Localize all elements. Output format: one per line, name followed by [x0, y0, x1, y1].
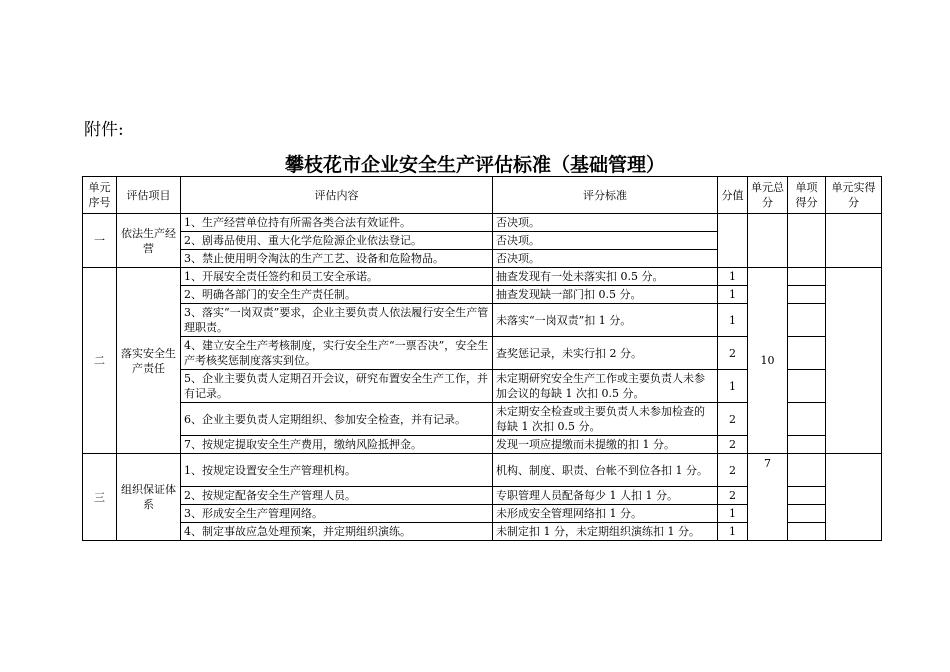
item-score-cell	[788, 370, 826, 403]
row-score: 1	[718, 304, 748, 337]
row-content: 3、禁止使用明令淘汰的生产工艺、设备和危险物品。	[181, 250, 493, 268]
row-criteria: 专职管理人员配备每少 1 人扣 1 分。	[493, 487, 718, 505]
row-criteria: 查奖惩记录，未实行扣 2 分。	[493, 337, 718, 370]
row-criteria: 未落实“一岗双责”扣 1 分。	[493, 304, 718, 337]
row-score	[718, 214, 748, 268]
assessment-table	[82, 176, 882, 541]
row-criteria: 否决项。	[493, 232, 718, 250]
row-content: 4、制定事故应急处理预案，并定期组织演练。	[181, 523, 493, 541]
table-body	[83, 177, 882, 541]
row-score: 1	[718, 268, 748, 286]
table-row	[83, 268, 882, 286]
row-score: 2	[718, 403, 748, 436]
header-item: 评估项目	[117, 177, 181, 214]
table-row	[83, 454, 882, 487]
item-score-cell	[788, 523, 826, 541]
item-score-cell	[788, 403, 826, 436]
item-score-cell	[788, 286, 826, 304]
row-content: 5、企业主要负责人定期召开会议，研究布置安全生产工作，并有记录。	[181, 370, 493, 403]
row-content: 4、建立安全生产考核制度，实行安全生产“一票否决”，安全生产考核奖惩制度落实到位。	[181, 337, 493, 370]
section-item: 落实安全生产责任	[117, 268, 181, 454]
row-criteria: 抽查发现缺一部门扣 0.5 分。	[493, 286, 718, 304]
header-score: 分值	[718, 177, 748, 214]
row-criteria: 未形成安全管理网络扣 1 分。	[493, 505, 718, 523]
row-criteria: 发现一项应提缴而未提缴的扣 1 分。	[493, 436, 718, 454]
item-score-cell	[788, 214, 826, 268]
item-score-cell	[788, 304, 826, 337]
row-score: 1	[718, 286, 748, 304]
header-unit-total: 单元总分	[748, 177, 788, 214]
header-content: 评估内容	[181, 177, 493, 214]
row-score: 2	[718, 487, 748, 505]
row-content: 2、剧毒品使用、重大化学危险源企业依法登记。	[181, 232, 493, 250]
row-content: 3、形成安全生产管理网络。	[181, 505, 493, 523]
item-score-cell	[788, 268, 826, 286]
item-score-cell	[788, 505, 826, 523]
item-score-cell	[788, 337, 826, 370]
row-criteria: 抽查发现有一处未落实扣 0.5 分。	[493, 268, 718, 286]
row-criteria: 机构、制度、职责、台帐不到位各扣 1 分。	[493, 454, 718, 487]
row-score: 1	[718, 370, 748, 403]
row-content: 1、按规定设置安全生产管理机构。	[181, 454, 493, 487]
row-score: 1	[718, 523, 748, 541]
item-score-cell	[788, 487, 826, 505]
section-total: 10	[748, 268, 788, 454]
section-total: 7	[748, 454, 788, 541]
section-total	[748, 214, 788, 268]
row-content: 1、开展安全责任签约和员工安全承诺。	[181, 268, 493, 286]
header-unit-no: 单元序号	[83, 177, 117, 214]
section-number: 一	[83, 214, 117, 268]
row-content: 2、明确各部门的安全生产责任制。	[181, 286, 493, 304]
section-item: 依法生产经营	[117, 214, 181, 268]
unit-actual-cell	[826, 268, 882, 454]
attachment-label: 附件:	[84, 120, 124, 140]
row-criteria: 未定期安全检查或主要负责人未参加检查的每缺 1 次扣 0.5 分。	[493, 403, 718, 436]
row-content: 6、企业主要负责人定期组织、参加安全检查，并有记录。	[181, 403, 493, 436]
unit-actual-cell	[826, 214, 882, 268]
section-item: 组织保证体系	[117, 454, 181, 541]
row-content: 2、按规定配备安全生产管理人员。	[181, 487, 493, 505]
section-number: 三	[83, 454, 117, 541]
row-content: 7、按规定提取安全生产费用，缴纳风险抵押金。	[181, 436, 493, 454]
row-criteria: 未制定扣 1 分，未定期组织演练扣 1 分。	[493, 523, 718, 541]
row-score: 2	[718, 337, 748, 370]
row-score: 1	[718, 505, 748, 523]
row-criteria: 否决项。	[493, 214, 718, 232]
row-score: 2	[718, 454, 748, 487]
row-content: 3、落实“一岗双责”要求，企业主要负责人依法履行安全生产管理职责。	[181, 304, 493, 337]
header-row	[83, 177, 882, 214]
row-criteria: 否决项。	[493, 250, 718, 268]
row-criteria: 未定期研究安全生产工作或主要负责人未参加会议的每缺 1 次扣 0.5 分。	[493, 370, 718, 403]
header-unit-actual: 单元实得分	[826, 177, 882, 214]
table-row	[83, 214, 882, 232]
unit-actual-cell	[826, 454, 882, 541]
section-number: 二	[83, 268, 117, 454]
header-item-score: 单项得分	[788, 177, 826, 214]
document-title: 攀枝花市企业安全生产评估标准（基础管理）	[284, 154, 665, 176]
row-score: 2	[718, 436, 748, 454]
header-criteria: 评分标准	[493, 177, 718, 214]
item-score-cell	[788, 454, 826, 487]
row-content: 1、生产经营单位持有所需各类合法有效证件。	[181, 214, 493, 232]
item-score-cell	[788, 436, 826, 454]
